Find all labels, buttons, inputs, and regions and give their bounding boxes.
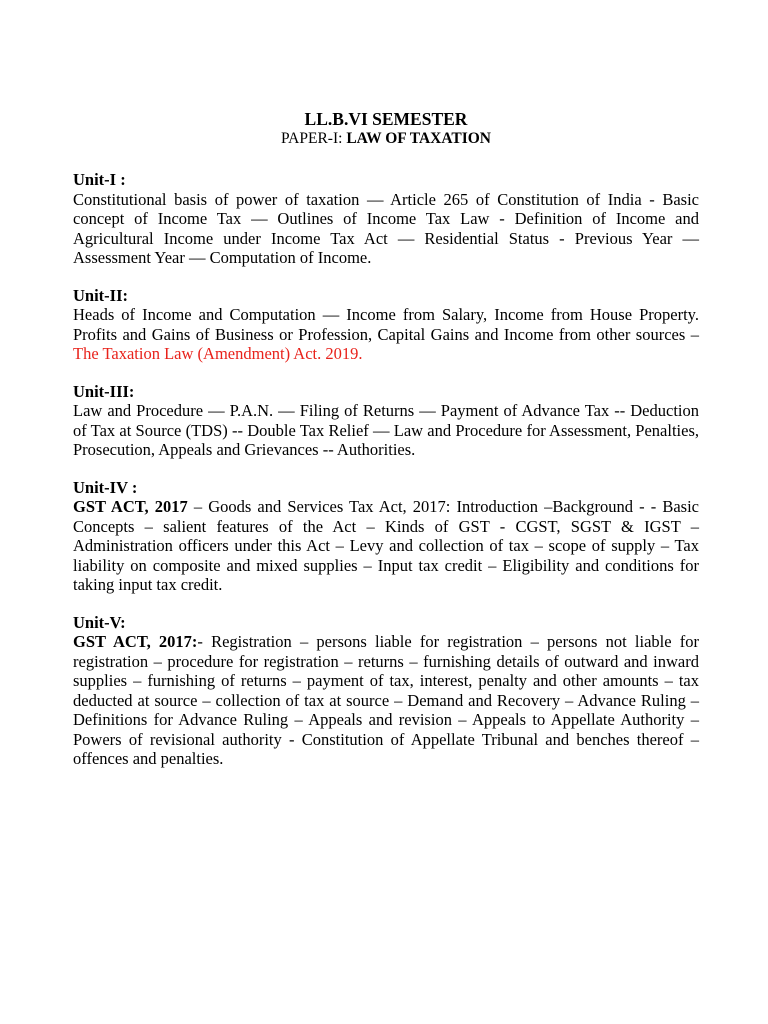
unit-heading: Unit-V: [73, 612, 126, 632]
page-title: LL.B.VI SEMESTER [304, 109, 468, 129]
unit-3 [73, 382, 699, 460]
unit-heading: Unit-III: [73, 381, 135, 401]
unit-heading: Unit-IV : [73, 477, 138, 497]
unit-body-text: - Registration – persons liable for registration – persons not liable for registration – procedure for registration – returns – furnishing details of outward and inward supplies – furnishing of returns – payment of tax, interest, penalty and other amounts – tax deducted at source – collection of tax at source – Demand and Recovery – Advance Ruling – Definitions for Advance Ruling – Appeals and revision – Appeals to Appellate Authority – Powers of revisional authority - Constitution of Appellate Tribunal and benches thereof – offences and penalties. [73, 632, 699, 768]
unit-body: Constitutional basis of power of taxation — Article 265 of Constitution of India - Basic concept of Income Tax — Outlines of Income Tax Law - Definition of Income and Agricultural Income under Income Tax Act — Residential Status - Previous Year — Assessment Year — Computation of Income. [73, 189, 699, 267]
unit-1 [73, 170, 699, 268]
unit-body [73, 632, 699, 769]
subtitle-main: LAW OF TAXATION [346, 130, 492, 147]
unit-heading: Unit-I : [73, 170, 126, 189]
unit-body [73, 305, 699, 364]
unit-5 [73, 613, 699, 769]
unit-heading: Unit-II: [73, 285, 129, 305]
unit-body-lead: GST ACT, 2017 [73, 497, 188, 516]
page-subtitle [73, 129, 699, 149]
unit-2 [73, 286, 699, 364]
subtitle-prefix: PAPER-I: [280, 130, 343, 147]
unit-body-lead: GST ACT, 2017: [73, 632, 198, 651]
unit-4 [73, 478, 699, 595]
unit-body-text: Heads of Income and Computation — Income from Salary, Income from House Property. Profits and Gains of Business or Profession, Capital Gains and Income from other sources – [73, 305, 699, 344]
unit-body: Law and Procedure — P.A.N. — Filing of Returns — Payment of Advance Tax -- Deduction of Tax at Source (TDS) -- Double Tax Relief — Law and Procedure for Assessment, Penalties, Prosecution, Appeals and Grievances -- Authorities. [73, 401, 699, 459]
amendment-highlight: The Taxation Law (Amendment) Act. 2019. [73, 344, 363, 363]
unit-body [73, 497, 699, 595]
unit-body-text: – Goods and Services Tax Act, 2017: Introduction –Background - - Basic Concepts – salient features of the Act – Kinds of GST - CGST, SGST & IGST – Administration officers under this Act – Levy and collection of tax – scope of supply – Tax liability on composite and mixed supplies – Input tax credit – Eligibility and conditions for taking input tax credit. [73, 497, 700, 594]
